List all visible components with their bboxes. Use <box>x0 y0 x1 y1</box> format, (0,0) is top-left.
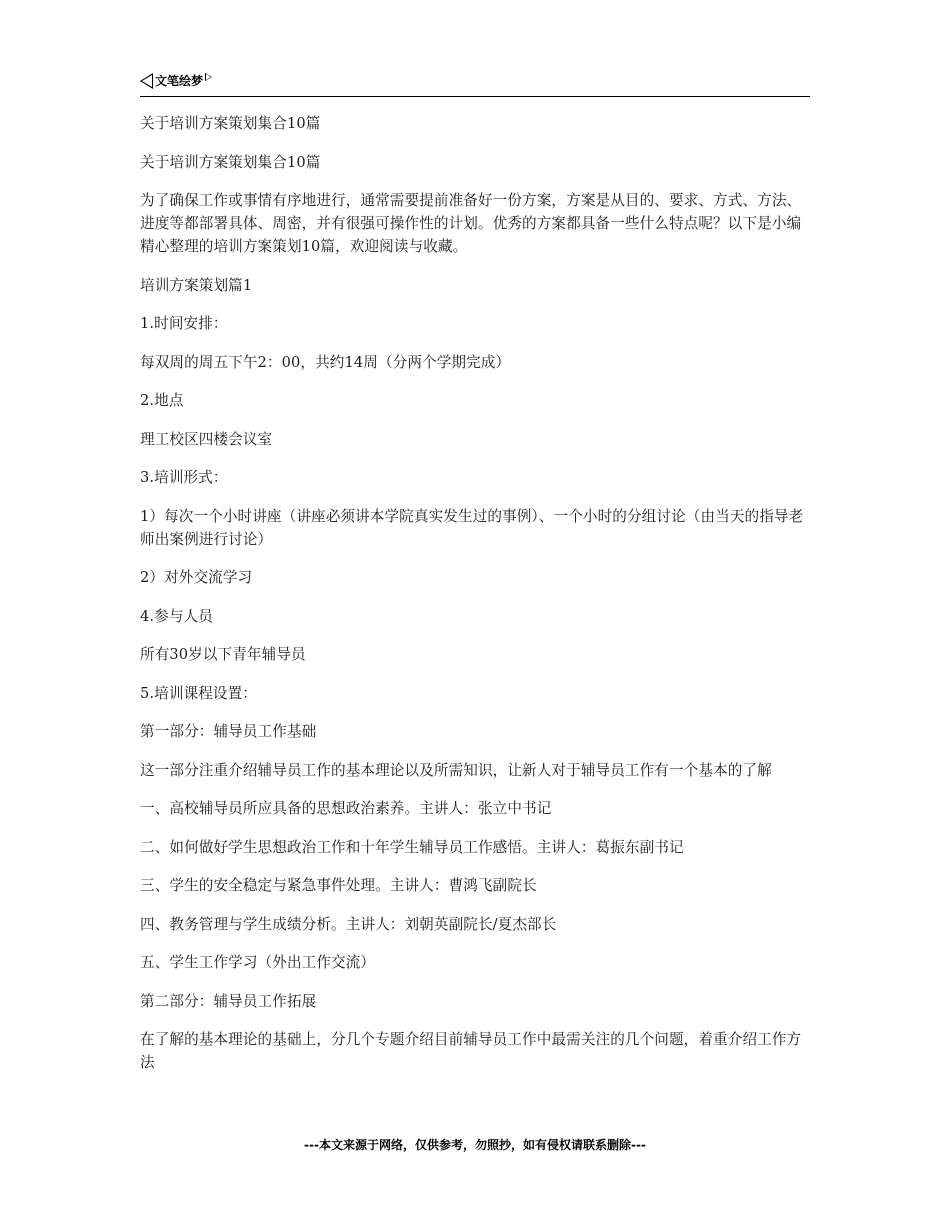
triangle-left-icon <box>140 73 153 89</box>
item-heading: 4.参与人员 <box>140 607 213 625</box>
paragraph: 每双周的周五下午2：00，共约14周（分两个学期完成） <box>140 353 511 371</box>
footer-notice: ---本文来源于网络，仅供参考，勿照抄，如有侵权请联系删除--- <box>304 1138 646 1152</box>
part-heading: 第一部分：辅导员工作基础 <box>140 723 317 740</box>
item-heading: 1.时间安排： <box>140 315 228 332</box>
paragraph: 所有30岁以下青年辅导员 <box>140 646 306 663</box>
doc-subtitle: 关于培训方案策划集合10篇 <box>140 153 321 171</box>
paragraph: 2）对外交流学习 <box>140 569 253 586</box>
item-heading: 2.地点 <box>140 392 184 409</box>
list-item: 五、学生工作学习（外出工作交流） <box>140 954 376 971</box>
list-item: 一、高校辅导员所应具备的思想政治素养。主讲人：张立中书记 <box>140 800 552 817</box>
document-body <box>140 112 812 1090</box>
brand-logo <box>140 72 212 89</box>
paragraph: 这一部分注重介绍辅导员工作的基本理论以及所需知识，让新人对于辅导员工作有一个基本的了解 <box>140 761 772 779</box>
part-heading: 第二部分：辅导员工作拓展 <box>140 992 317 1010</box>
page-header <box>140 70 810 97</box>
item-heading: 3.培训形式： <box>140 469 228 486</box>
paragraph: 在了解的基本理论的基础上，分几个专题介绍目前辅导员工作中最需关注的几个问题，着重介绍工作方法 <box>140 1031 802 1071</box>
paragraph: 理工校区四楼会议室 <box>140 430 273 448</box>
intro-paragraph: 为了确保工作或事情有序地进行，通常需要提前准备好一份方案，方案是从目的、要求、方式、方法、进度等都部署具体、周密，并有很强可操作性的计划。优秀的方案都具备一些什么特点呢？以下是小编精心整理的培训方案策划10篇，欢迎阅读与收藏。 <box>140 192 802 255</box>
list-item: 四、教务管理与学生成绩分析。主讲人：刘朝英副院长/夏杰部长 <box>140 915 557 933</box>
list-item: 二、如何做好学生思想政治工作和十年学生辅导员工作感悟。主讲人：葛振东副书记 <box>140 838 684 856</box>
item-heading: 5.培训课程设置： <box>140 684 257 702</box>
doc-title: 关于培训方案策划集合10篇 <box>140 115 321 132</box>
paragraph: 1）每次一个小时讲座（讲座必须讲本学院真实发生过的事例）、一个小时的分组讨论（由当天的指导老师出案例进行讨论） <box>140 507 804 548</box>
brand-name: 文笔绘梦 <box>155 74 204 88</box>
triangle-right-icon <box>205 73 212 81</box>
list-item: 三、学生的安全稳定与紧急事件处理。主讲人：曹鸿飞副院长 <box>140 877 537 894</box>
section-heading: 培训方案策划篇1 <box>140 276 253 294</box>
